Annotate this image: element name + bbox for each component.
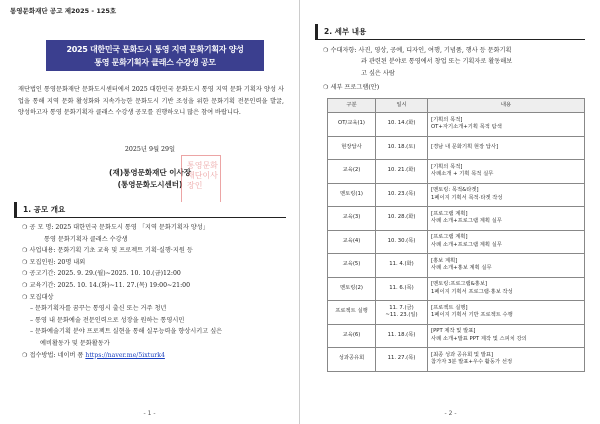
row-content-detail: 사례 소개+발표 PPT 제작 및 스피치 강의 xyxy=(431,335,527,342)
program-table xyxy=(327,98,585,372)
row-content-title: [경남 내 문화기획 현장 답사] xyxy=(431,143,499,150)
overview-item: ❍ 모집인원: 20명 내외 xyxy=(22,258,86,266)
row-content-title: [멘토링:프로그램&홍보] xyxy=(431,281,488,288)
row-content xyxy=(428,136,585,160)
row-category: 멘토링(2) xyxy=(328,277,376,301)
notice-number: 통영문화재단 공고 제2025 - 125호 xyxy=(10,7,117,15)
org-line-2: (통영문화도시센터) xyxy=(117,180,183,189)
title-line-2: 통영 문화기획자 클래스 수강생 공모 xyxy=(94,58,216,67)
table-row xyxy=(328,324,585,348)
table-row xyxy=(328,113,585,137)
page-number: - 2 - xyxy=(444,410,457,417)
official-seal xyxy=(181,155,221,203)
row-category: 성과공유회 xyxy=(328,348,376,372)
row-content-title: [PPT 제작 및 발표] xyxy=(431,328,476,335)
row-content-title: [기획의 목적] xyxy=(431,163,463,170)
table-row xyxy=(328,301,585,325)
table-row xyxy=(328,254,585,278)
row-content-title: [최종 성과 공유회 및 발표] xyxy=(431,351,494,358)
svg-text:재단이사: 재단이사 xyxy=(186,171,218,180)
row-date: 10. 23.(목) xyxy=(376,183,428,207)
row-category: 현장답사 xyxy=(328,136,376,160)
row-content xyxy=(428,348,585,372)
row-date: 11. 27.(목) xyxy=(376,348,428,372)
overview-item: ❍ 사업내용: 문화기획 기초 교육 및 프로젝트 기획·실행·지원 등 xyxy=(22,247,193,255)
overview-item: – 문화기획자를 꿈꾸는 통영시 출신 또는 거주 청년 xyxy=(30,305,167,313)
svg-text:장인: 장인 xyxy=(186,181,202,190)
row-content-detail: 사례 소개+홍보 계획 실무 xyxy=(431,265,492,272)
table-row xyxy=(328,230,585,254)
row-date: 10. 28.(화) xyxy=(376,207,428,231)
row-category: 교육(4) xyxy=(328,230,376,254)
page-2 xyxy=(301,0,600,424)
overview-item: 통영 문화기획자 클래스 수강생 xyxy=(44,235,128,243)
row-category: 교육(3) xyxy=(328,207,376,231)
section-1-title: 1. 공모 개요 xyxy=(14,202,286,218)
row-content xyxy=(428,301,585,325)
program-label: ❍ 세부 프로그램(안) xyxy=(323,84,380,91)
apply-link[interactable]: https://naver.me/5ixturk4 xyxy=(85,351,165,359)
svg-text:통영문화: 통영문화 xyxy=(186,161,218,170)
row-content-title: [홍보 계획] xyxy=(431,257,458,264)
row-content xyxy=(428,207,585,231)
row-date: 10. 21.(화) xyxy=(376,160,428,184)
row-content xyxy=(428,324,585,348)
target-line-3: 고 싶은 사람 xyxy=(361,69,395,77)
row-category: 멘토링(1) xyxy=(328,183,376,207)
notice-date: 2025년 9월 29일 xyxy=(124,146,176,153)
row-category: 프로젝트 실행 xyxy=(328,301,376,325)
row-content-detail: 1페이지 기획서 목적·타겟 작성 xyxy=(431,194,503,201)
row-date: 11. 18.(목) xyxy=(376,324,428,348)
table-row xyxy=(328,207,585,231)
row-content-title: [멘토링: 목적&타겟] xyxy=(431,187,479,194)
row-date: 11. 4.(화) xyxy=(376,254,428,278)
row-content-detail: 사례소개 + 기획 목적 실무 xyxy=(431,171,494,178)
overview-item: 예비활동가 및 문화활동가 xyxy=(40,339,110,347)
apply-method xyxy=(22,350,290,362)
header-date: 일시 xyxy=(376,99,428,113)
table-row xyxy=(328,183,585,207)
row-content-detail: 참가자 3분 발표+우수 활동가 선정 xyxy=(431,359,513,366)
row-content-title: [기획의 목적] xyxy=(431,116,463,123)
row-content-detail: 1페이지 기획서 프로그램·홍보 작성 xyxy=(431,288,513,295)
row-content-title: [프로그램 계획] xyxy=(431,234,468,241)
title-banner xyxy=(46,40,264,71)
section-2-title: 2. 세부 내용 xyxy=(315,24,585,40)
row-date: 10. 18.(토) xyxy=(376,136,428,160)
overview-item: ❍ 공고기간: 2025. 9. 29.(월)~2025. 10. 10.(금)12:00 xyxy=(22,270,181,278)
row-category: 교육(5) xyxy=(328,254,376,278)
row-content-detail: 1페이지 기획서 기반 프로젝트 수행 xyxy=(431,312,513,319)
row-content-detail: OT+자기소개+기획 목적 탐색 xyxy=(431,124,502,131)
row-category: OT/교육(1) xyxy=(328,113,376,137)
row-category: 교육(2) xyxy=(328,160,376,184)
row-content-title: [프로그램 계획] xyxy=(431,210,468,217)
header-category: 구분 xyxy=(328,99,376,113)
table-row xyxy=(328,277,585,301)
row-date: 10. 30.(목) xyxy=(376,230,428,254)
row-date: 11. 6.(목) xyxy=(376,277,428,301)
row-content-title: [프로젝트 실행] xyxy=(431,304,468,311)
row-content xyxy=(428,160,585,184)
title-line-1: 2025 대한민국 문화도시 통영 지역 문화기획자 양성 xyxy=(66,45,244,54)
table-row xyxy=(328,348,585,372)
row-date: 11. 7.(금) ~11. 23.(일) xyxy=(376,301,428,325)
overview-item: ❍ 모집대상 xyxy=(22,293,54,301)
overview-item: – 문화예술기획 분야 프로젝트 실현을 통해 실무능력을 향상시키고 싶은 xyxy=(30,328,223,336)
target-line-2: 과 관련된 분야로 통영에서 창업 또는 기획자로 활동해보 xyxy=(361,58,513,66)
row-content xyxy=(428,183,585,207)
overview-item: ❍ 공 모 명: 2025 대한민국 문화도시 통영 「지역 문화기획자 양성」 xyxy=(22,224,209,231)
row-content xyxy=(428,277,585,301)
row-date: 10. 14.(화) xyxy=(376,113,428,137)
row-content-detail: 사례 소개+프로그램 계획 실무 xyxy=(431,241,502,248)
row-content xyxy=(428,230,585,254)
row-content xyxy=(428,113,585,137)
header-content: 내용 xyxy=(428,99,585,113)
seal-graphic xyxy=(183,157,220,201)
table-row xyxy=(328,160,585,184)
row-content-detail: 사례 소개+프로그램 계획 실무 xyxy=(431,218,502,225)
table-row xyxy=(328,136,585,160)
page-number: - 1 - xyxy=(143,410,156,417)
org-line-1: (재)통영문화재단 이사장 xyxy=(109,168,191,177)
target-description xyxy=(323,45,585,79)
overview-item: ❍ 교육기간: 2025. 10. 14.(화)~11. 27.(목) 19:00~21:00 xyxy=(22,281,191,289)
intro-paragraph: 재단법인 통영문화재단 문화도시센터에서 2025 대한민국 문화도시 통영 지역 문화 기획자 양성 사업을 통해 지역 문화 활성화와 지속가능한 문화도시 기반 조성을 위한 문화기획 전문인력을 발굴, 양성하고자 통영 문화기획자 클래스 수강생 공모를 진행하오니 많은 참여 바랍니다. xyxy=(18,86,284,116)
row-content xyxy=(428,254,585,278)
apply-label: ❍ 접수방법: 네이버 폼 xyxy=(22,351,86,359)
row-category: 교육(6) xyxy=(328,324,376,348)
overview-list xyxy=(22,222,290,361)
target-line-1: ❍ 수대자항: 사진, 영상, 공예, 디자인, 여행, 기념품, 행사 등 문화기획 xyxy=(323,47,512,54)
overview-item: – 통영 내 문화예술 전문인력으로 성장을 원하는 통영시민 xyxy=(30,316,185,324)
organization xyxy=(0,167,300,191)
